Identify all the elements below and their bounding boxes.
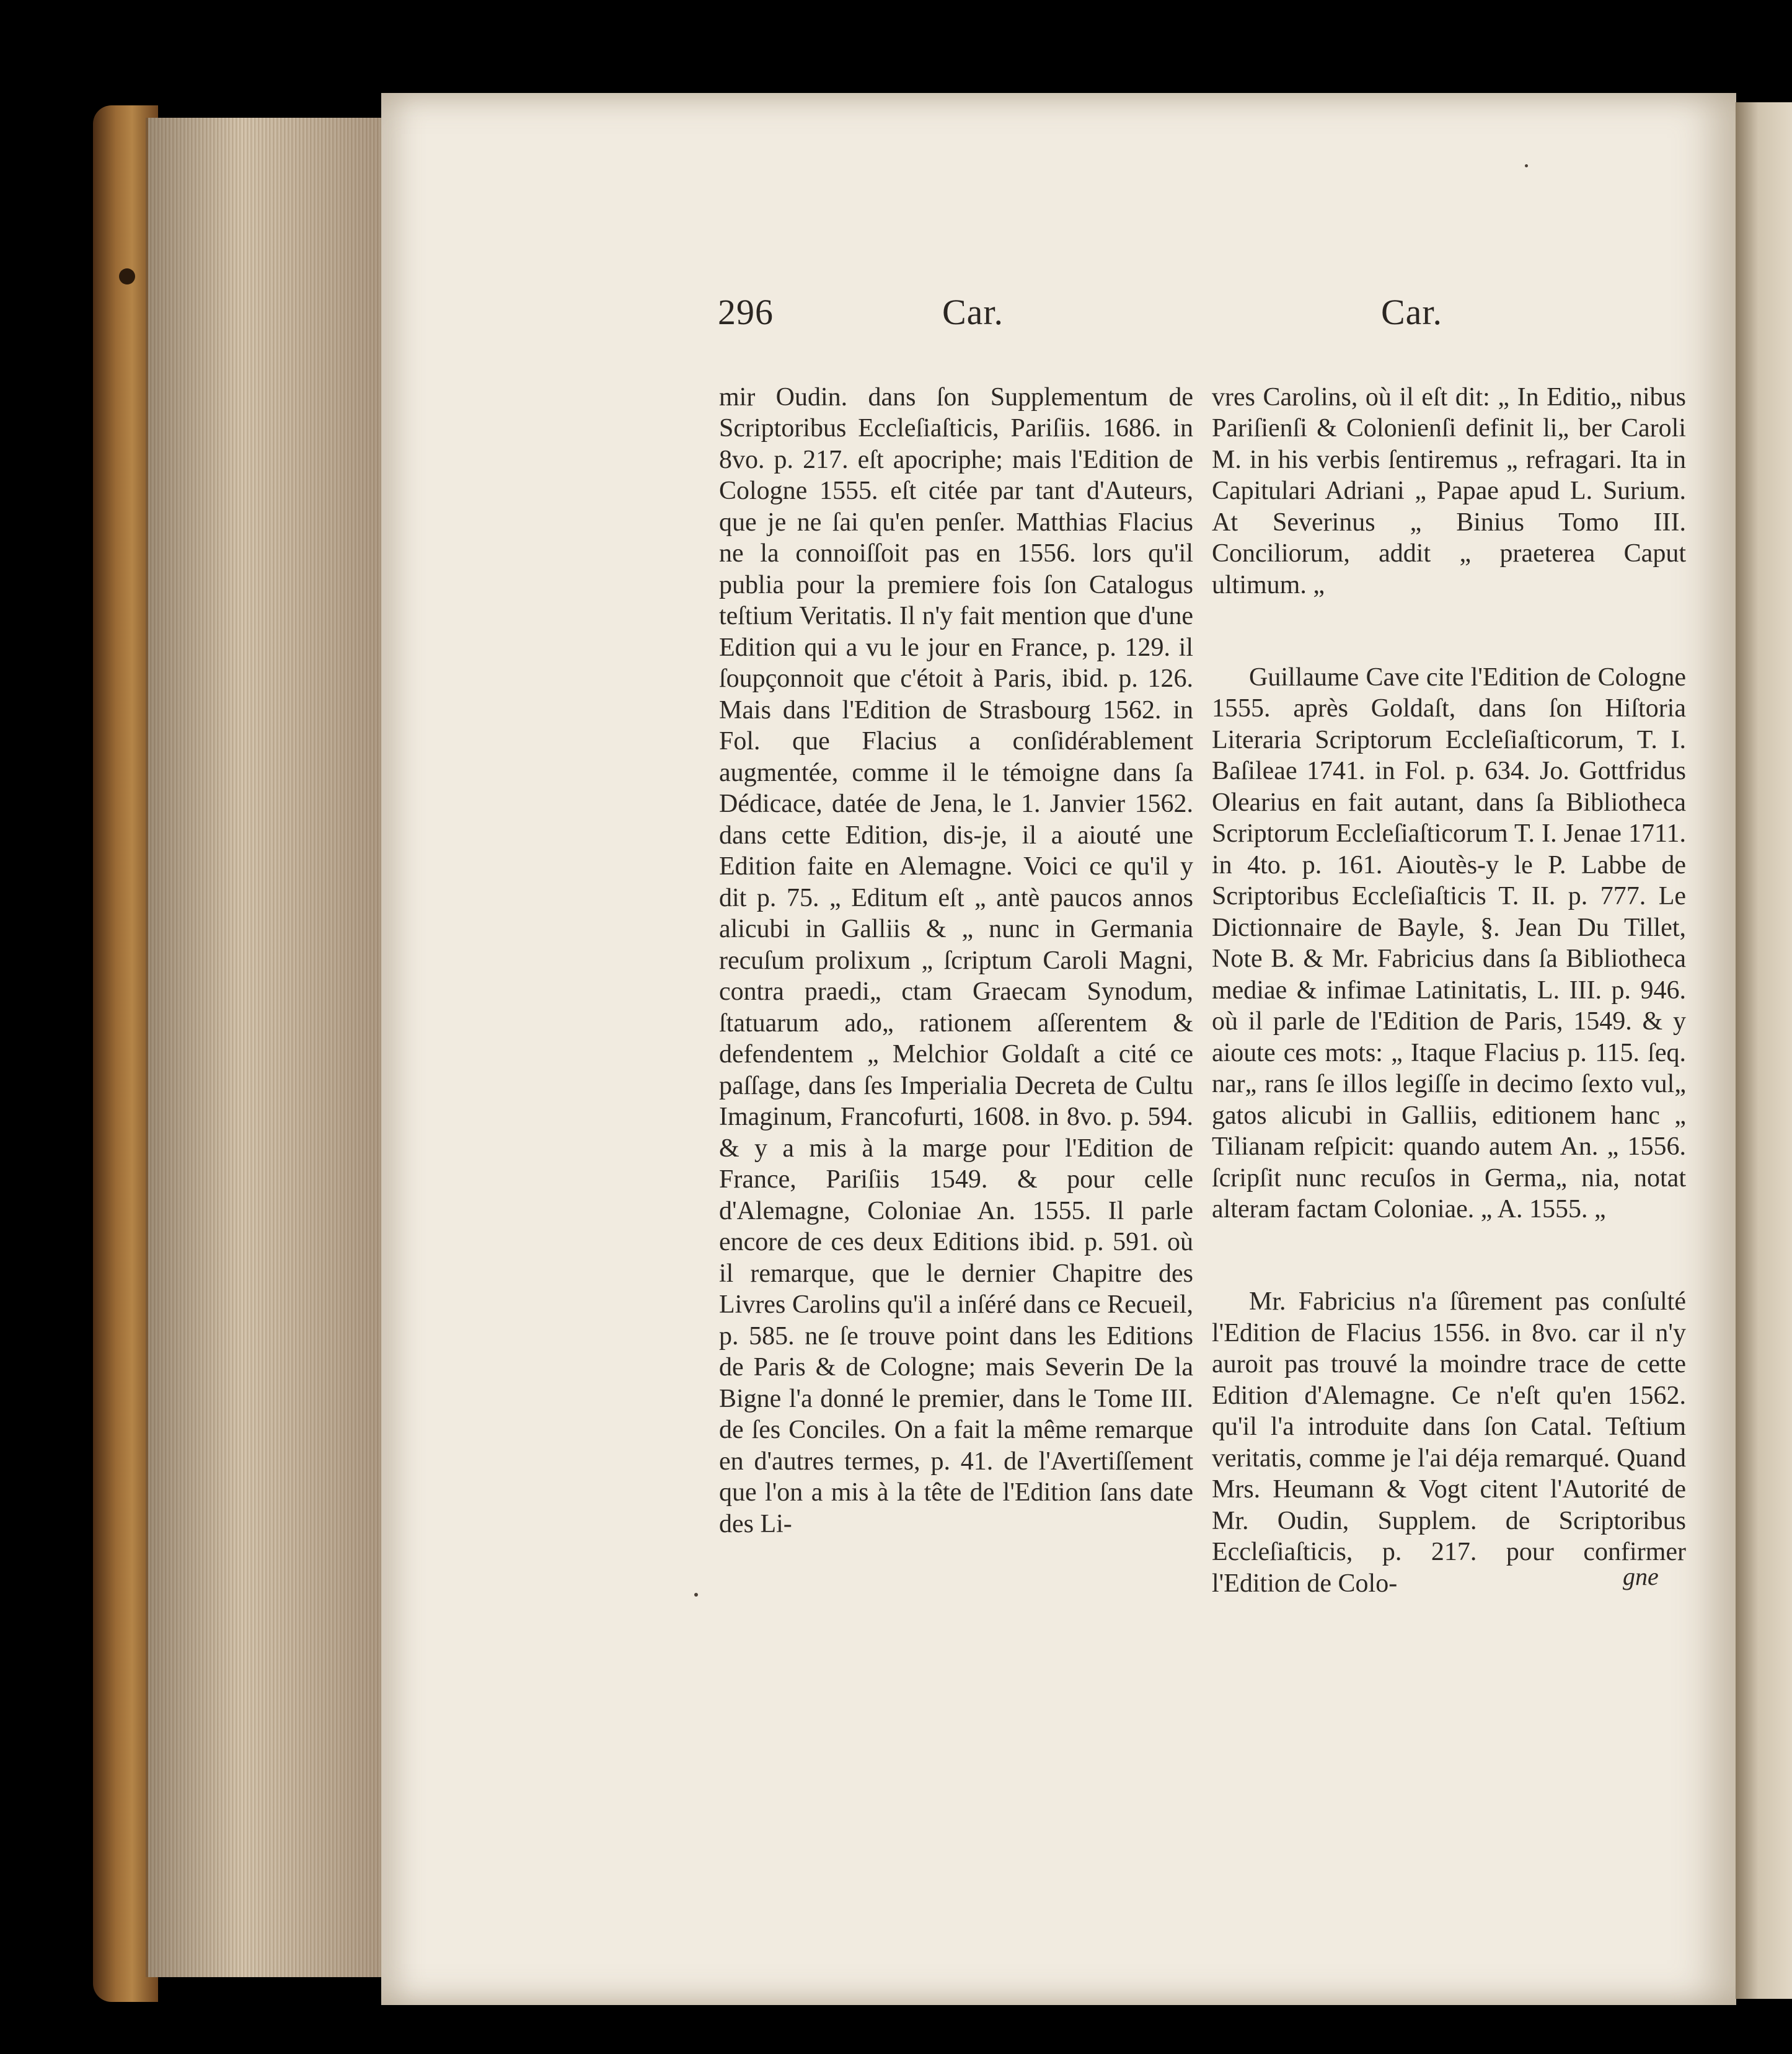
catchword: gne bbox=[1623, 1563, 1659, 1590]
right-paragraph-3: Mr. Fabricius n'a ſûrement pas conſulté l'Edition de Flacius 1556. in 8vo. car il n'y auroit pas trouvé la moindre trace de cette Edition d'Alemagne. Ce n'eſt qu'en 1562. qu'il l'a introduite dans ſon Catal. Teſtium veritatis, comme je l'ai déja remarqué. Quand Mrs. Heumann & Vogt citent l'Autorité de Mr. Oudin, Supplem. de Scriptoribus Eccleſiaſticis, p. 217. pour confirmer l'Edition de Colo- bbox=[1212, 1287, 1686, 1598]
paper-speck bbox=[1525, 164, 1528, 167]
page-number: 296 bbox=[718, 292, 774, 332]
right-paragraph-2: Guillaume Cave cite l'Edition de Cologne 1555. après Goldaſt, dans ſon Hiſtoria Literaria Scriptorum Eccleſiaſticorum, T. I. Baſileae 1741. in Fol. p. 634. Jo. Gottfridus Olearius en fait autant, dans ſa Bibliotheca Scriptorum Eccleſiaſticorum T. I. Jenae 1711. in 4to. p. 161. Aioutès-y le P. Labbe de Scriptoribus Eccleſiaſticis T. II. p. 777. Le Dictionnaire de Bayle, §. Jean Du Tillet, Note B. & Mr. Fabricius dans ſa Bibliotheca mediae & infimae Latinitatis, L. III. p. 946. où il parle de l'Edition de Paris, 1549. & y aioute ces mots: „ Itaque Flacius p. 115. ſeq. nar„ rans ſe illos legiſſe in decimo ſexto vul„ gatos alicubi in Galliis, editionem hanc „ Tilianam reſpicit: quando autem An. „ 1556. ſcripſit nunc recuſos in Germa„ nia, notat alteram factam Coloniae. „ A. 1555. „ bbox=[1212, 663, 1686, 1223]
running-head-left: Car. bbox=[942, 292, 1004, 332]
left-text-column bbox=[719, 350, 1193, 1601]
right-paragraph-1: vres Carolins, où il eſt dit: „ In Editio„ nibus Pariſienſi & Colonienſi definit li„ ber Caroli M. in his verbis ſentiremus „ refragari. Ita in Capitulari Adriani „ Papae apud L. Surium. At Severinus „ Binius Tomo III. Conciliorum, addit „ praeterea Caput ultimum. „ bbox=[1212, 382, 1686, 599]
paper-speck bbox=[694, 1593, 698, 1597]
binding-rivet bbox=[119, 268, 135, 284]
facing-page-edge bbox=[1736, 102, 1792, 1999]
right-text-column bbox=[1212, 350, 1686, 1660]
left-paragraph: mir Oudin. dans ſon Supplementum de Scriptoribus Eccleſiaſticis, Pariſiis. 1686. in 8vo. p. 217. eſt apocriphe; mais l'Edition de Cologne 1555. eſt citée par tant d'Auteurs, que je ne ſai qu'en penſer. Matthias Flacius ne la connoiſſoit pas en 1556. lors qu'il publia pour la premiere fois ſon Catalogus teſtium Veritatis. Il n'y fait mention que d'une Edition qui a vu le jour en France, p. 129. il ſoupçonnoit que c'étoit à Paris, ibid. p. 126. Mais dans l'Edition de Strasbourg 1562. in Fol. que Flacius a conſidérablement augmentée, comme il le témoigne dans ſa Dédicace, datée de Jena, le 1. Janvier 1562. dans cette Edition, dis-je, il a aiouté une Edition faite en Alemagne. Voici ce qu'il y dit p. 75. „ Editum eſt „ antè paucos annos alicubi in Galliis & „ nunc in Germania recuſum prolixum „ ſcriptum Caroli Magni, contra praedi„ ctam Graecam Synodum, ſtatuarum ado„ rationem aſſerentem & defendentem „ Melchior Goldaſt a cité ce paſſage, dans ſes Imperialia Decreta de Cultu Imaginum, Francofurti, 1608. in 8vo. p. 594. & y a mis à la marge pour l'Edition de France, Pariſiis 1549. & pour celle d'Alemagne, Coloniae An. 1555. Il parle encore de ces deux Editions ibid. p. 591. où il remarque, que le dernier Chapitre des Livres Carolins qu'il a inſéré dans ce Recueil, p. 585. ne ſe trouve point dans les Editions de Paris & de Cologne; mais Severin De la Bigne l'a donné le premier, dans le Tome III. de ſes Conciles. On a fait la même remarque en d'autres termes, p. 41. de l'Avertiſſement que l'on a mis à la tête de l'Edition ſans date des Li- bbox=[719, 382, 1193, 1538]
running-head-right: Car. bbox=[1381, 292, 1443, 332]
page-block-edge bbox=[146, 118, 384, 1977]
